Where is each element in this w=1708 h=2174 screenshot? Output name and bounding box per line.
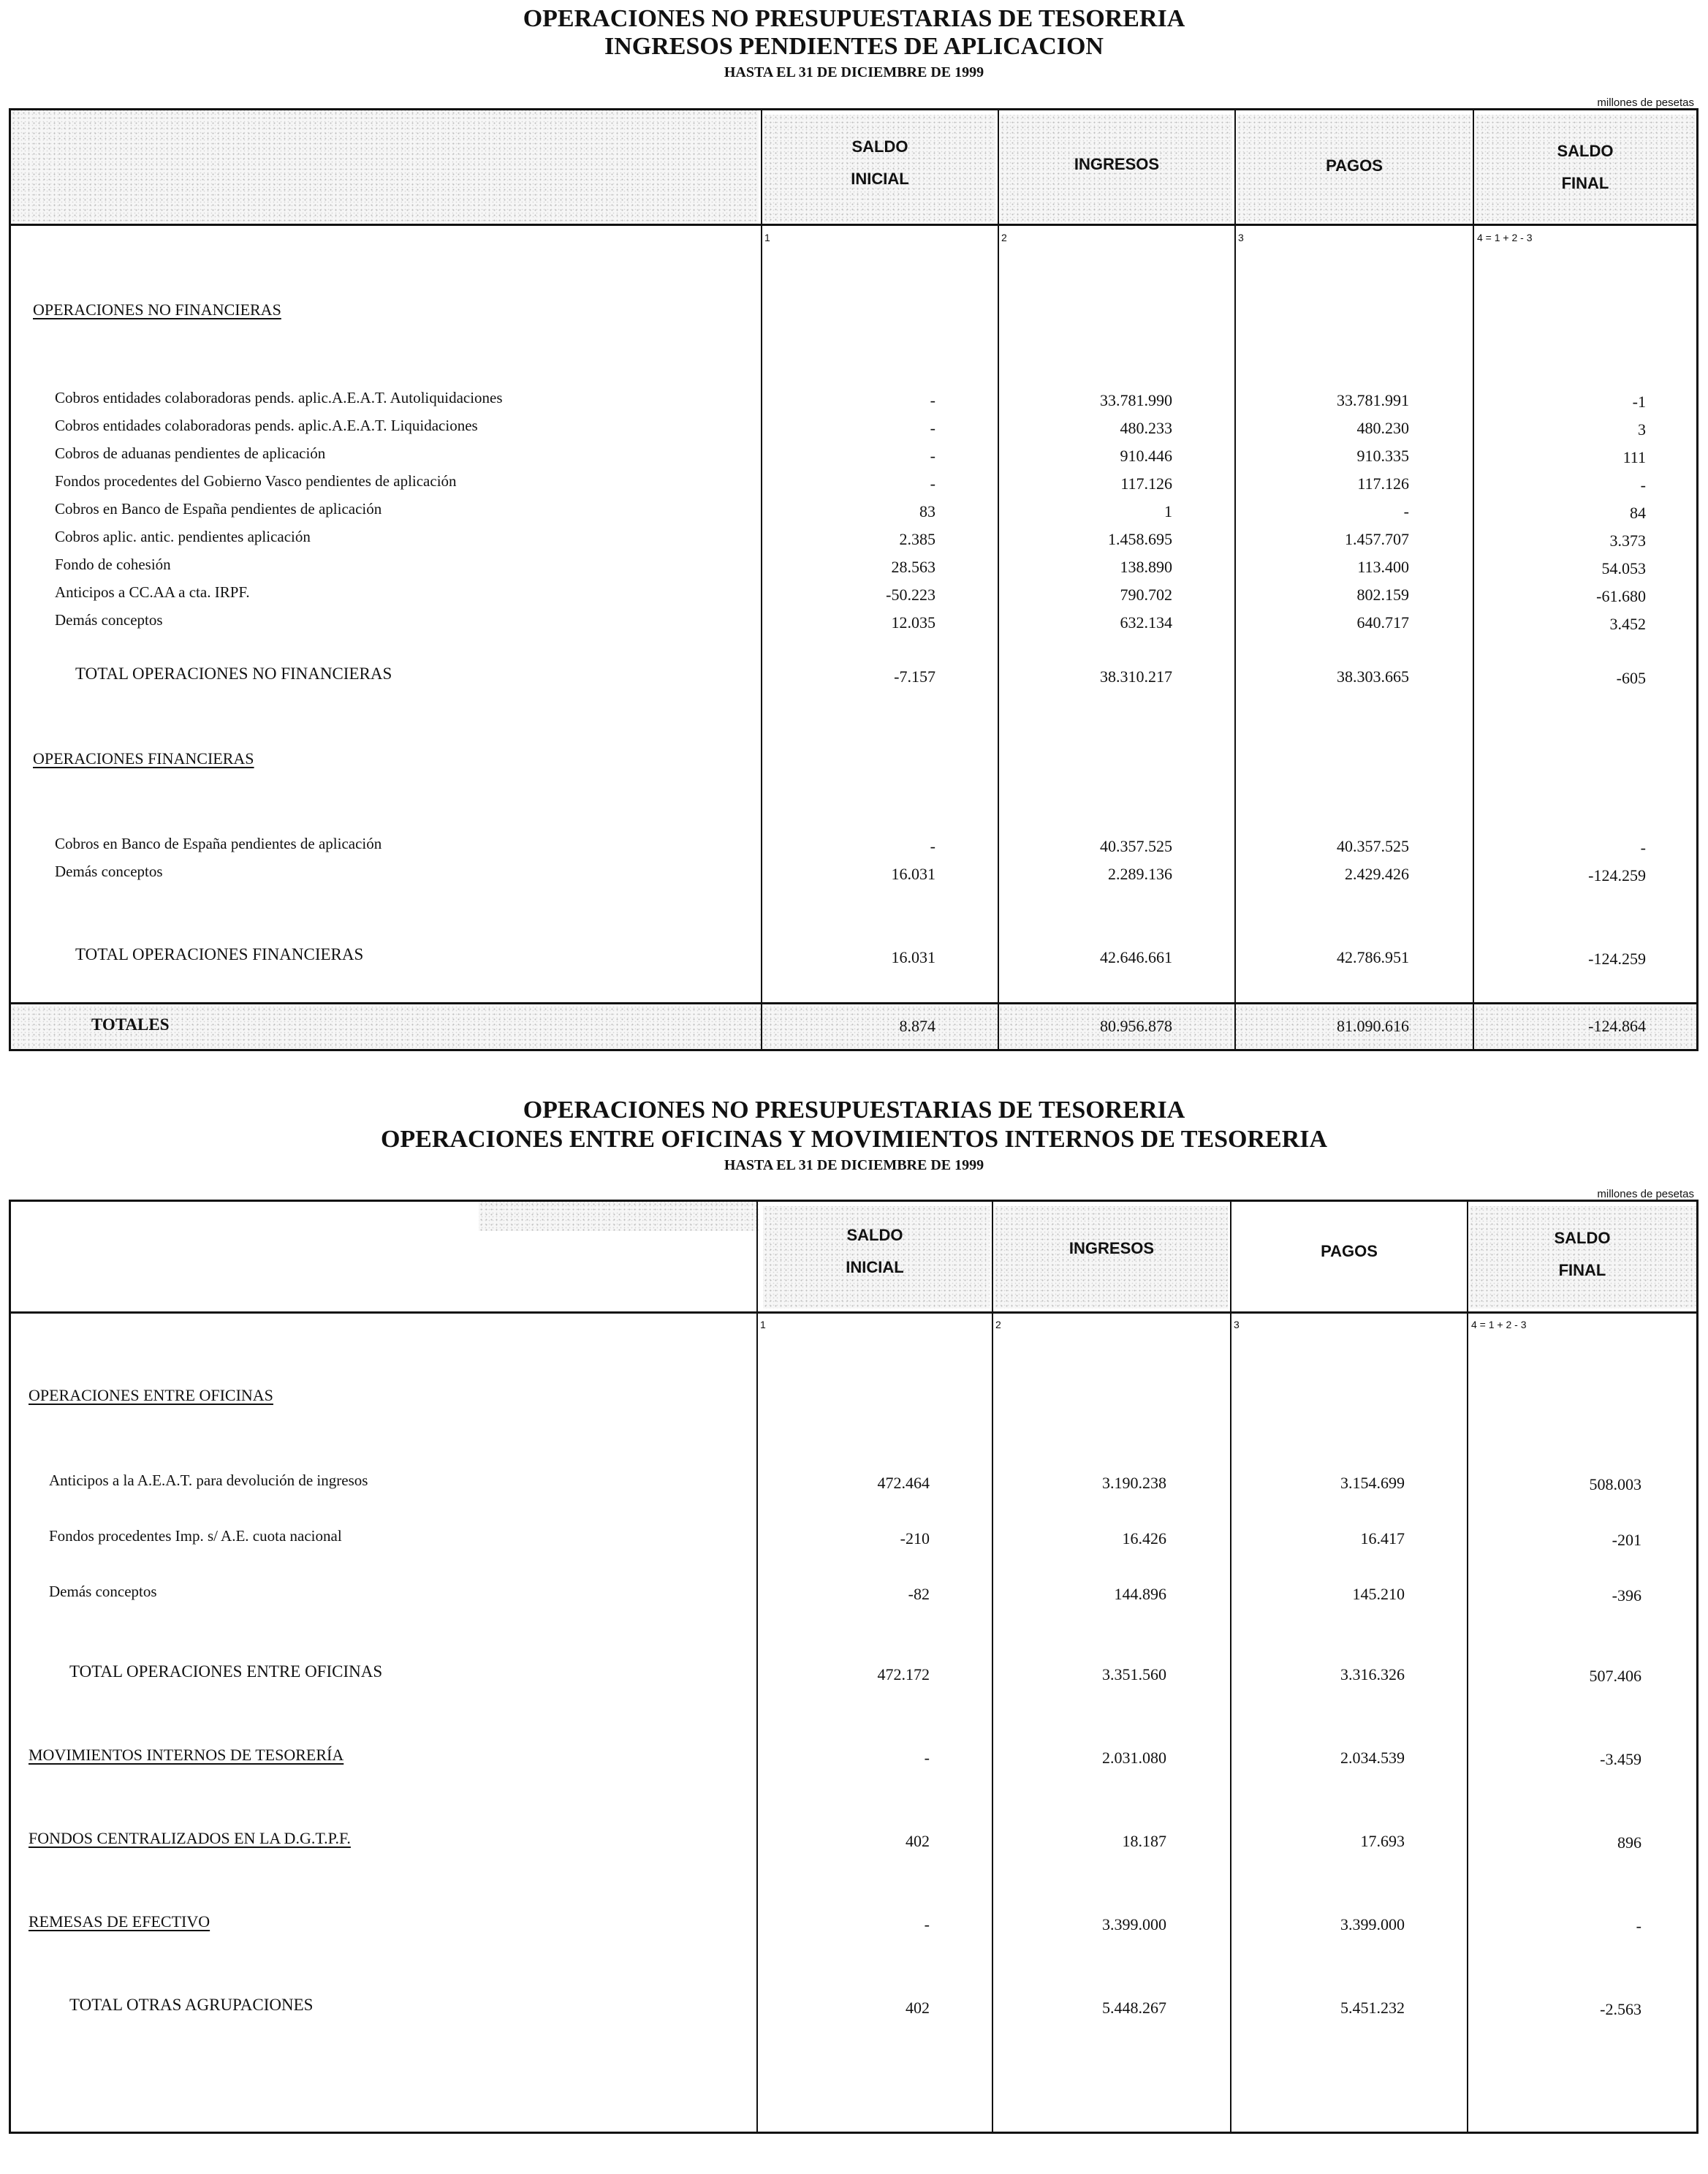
value-pagos: 81.090.616 — [1337, 1017, 1409, 1035]
column-number: 1 — [764, 232, 770, 243]
row-label: Demás conceptos — [55, 611, 163, 629]
header-divider — [11, 1311, 1696, 1314]
value-pagos: 42.786.951 — [1337, 948, 1409, 966]
table1-title-2: INGRESOS PENDIENTES DE APLICACION — [604, 33, 1104, 60]
value-ingresos: 3.399.000 — [1102, 1915, 1166, 1934]
value-ingresos: 33.781.990 — [1100, 391, 1172, 409]
value-saldo-final: - — [1640, 838, 1646, 857]
table-row — [11, 581, 1696, 609]
row-label: Cobros entidades colaboradoras pends. aplic.A.E.A.T. Autoliquidaciones — [55, 389, 503, 406]
value-saldo-final: 111 — [1622, 448, 1646, 466]
value-saldo-inicial: 16.031 — [891, 865, 935, 883]
value-saldo-final: -61.680 — [1596, 587, 1646, 605]
value-ingresos: 1.458.695 — [1108, 530, 1172, 548]
value-saldo-inicial: 472.172 — [877, 1665, 930, 1683]
column-header-ingresos: INGRESOS — [1074, 155, 1160, 173]
row-label: Anticipos a CC.AA a cta. IRPF. — [55, 583, 250, 601]
value-ingresos: 40.357.525 — [1100, 837, 1172, 855]
value-ingresos: 18.187 — [1122, 1832, 1166, 1850]
value-saldo-inicial: 28.563 — [891, 558, 935, 576]
column-number: 2 — [995, 1319, 1001, 1330]
table1-subtitle: HASTA EL 31 DE DICIEMBRE DE 1999 — [724, 64, 984, 80]
column-header-ingresos: INGRESOS — [1069, 1239, 1155, 1257]
column-header-pagos: PAGOS — [1321, 1242, 1378, 1260]
column-number: 3 — [1234, 1319, 1240, 1330]
value-saldo-inicial: -50.223 — [886, 586, 935, 604]
value-saldo-inicial: - — [930, 837, 935, 855]
value-saldo-final: - — [1640, 476, 1646, 494]
value-saldo-final: 507.406 — [1589, 1667, 1641, 1685]
section-row — [11, 1744, 1696, 1772]
value-saldo-final: -3.459 — [1600, 1750, 1641, 1768]
row-label: TOTAL OTRAS AGRUPACIONES — [69, 1996, 314, 2014]
value-saldo-final: 3.452 — [1609, 615, 1646, 633]
value-ingresos: 138.890 — [1120, 558, 1172, 576]
row-label: Cobros de aduanas pendientes de aplicación — [55, 444, 326, 462]
value-saldo-final: 3 — [1638, 420, 1646, 439]
column-number: 1 — [760, 1319, 766, 1330]
section-row — [11, 1911, 1696, 1939]
value-saldo-final: 54.053 — [1601, 559, 1646, 577]
value-saldo-final: -124.259 — [1588, 866, 1646, 885]
section-row — [11, 1828, 1696, 1855]
value-saldo-inicial: -7.157 — [894, 667, 935, 686]
value-pagos: 2.429.426 — [1345, 865, 1409, 883]
row-label: TOTAL OPERACIONES NO FINANCIERAS — [75, 664, 392, 683]
value-pagos: 113.400 — [1357, 558, 1409, 576]
row-label: Demás conceptos — [55, 863, 163, 880]
value-saldo-inicial: 402 — [906, 1999, 930, 2017]
value-ingresos: 42.646.661 — [1100, 948, 1172, 966]
value-pagos: 3.316.326 — [1340, 1665, 1405, 1683]
totals-row — [11, 1011, 1696, 1039]
table-row — [11, 553, 1696, 581]
table-row — [11, 442, 1696, 470]
value-saldo-inicial: - — [930, 419, 935, 437]
value-pagos: - — [1403, 502, 1409, 520]
row-label: Cobros en Banco de España pendientes de aplicación — [55, 835, 382, 852]
subtotal-row — [11, 1661, 1696, 1689]
table-row — [11, 833, 1696, 860]
column-header-saldo-inicial: SALDO INICIAL — [846, 1226, 904, 1276]
value-saldo-inicial: 12.035 — [891, 613, 935, 632]
value-pagos: 802.159 — [1356, 586, 1409, 604]
value-saldo-inicial: - — [930, 391, 935, 409]
section-row — [11, 1385, 1696, 1412]
value-ingresos: 632.134 — [1120, 613, 1172, 632]
value-pagos: 5.451.232 — [1340, 1999, 1405, 2017]
value-pagos: 1.457.707 — [1345, 530, 1409, 548]
table2-frame — [9, 1200, 1698, 2134]
value-ingresos: 2.289.136 — [1108, 865, 1172, 883]
row-label: Fondos procedentes del Gobierno Vasco pendientes de aplicación — [55, 472, 457, 490]
column-header-saldo-inicial: SALDO INICIAL — [851, 137, 909, 188]
value-saldo-inicial: 16.031 — [891, 948, 935, 966]
table-row — [11, 526, 1696, 553]
column-header-pagos: PAGOS — [1326, 156, 1383, 175]
subtotal-row — [11, 944, 1696, 972]
value-ingresos: 80.956.878 — [1100, 1017, 1172, 1035]
value-saldo-inicial: -210 — [900, 1529, 930, 1548]
row-label: Cobros aplic. antic. pendientes aplicación — [55, 528, 311, 545]
value-ingresos: 3.190.238 — [1102, 1474, 1166, 1492]
table-row — [11, 387, 1696, 414]
value-saldo-inicial: 472.464 — [877, 1474, 930, 1492]
value-saldo-final: 508.003 — [1589, 1475, 1641, 1493]
row-label: Cobros entidades colaboradoras pends. aplic.A.E.A.T. Liquidaciones — [55, 417, 478, 434]
value-saldo-inicial: - — [924, 1915, 930, 1934]
row-label: Fondos procedentes Imp. s/ A.E. cuota nacional — [49, 1527, 342, 1545]
table2-title-2: OPERACIONES ENTRE OFICINAS Y MOVIMIENTOS INTERNOS DE TESORERIA — [380, 1126, 1328, 1153]
value-saldo-final: -124.864 — [1588, 1017, 1646, 1035]
header-shading — [11, 110, 759, 226]
value-pagos: 480.230 — [1356, 419, 1409, 437]
table1-frame — [9, 108, 1698, 1051]
value-pagos: 16.417 — [1360, 1529, 1405, 1548]
value-saldo-final: - — [1636, 1917, 1641, 1935]
value-ingresos: 480.233 — [1120, 419, 1172, 437]
value-pagos: 3.399.000 — [1340, 1915, 1405, 1934]
column-number: 2 — [1001, 232, 1007, 243]
value-ingresos: 144.896 — [1114, 1585, 1166, 1603]
value-saldo-final: 84 — [1630, 504, 1646, 522]
value-saldo-final: 896 — [1617, 1833, 1641, 1852]
row-label: OPERACIONES NO FINANCIERAS — [33, 300, 281, 319]
value-saldo-final: -2.563 — [1600, 2000, 1641, 2018]
value-pagos: 640.717 — [1356, 613, 1409, 632]
value-pagos: 40.357.525 — [1337, 837, 1409, 855]
value-pagos: 17.693 — [1360, 1832, 1405, 1850]
table-row — [11, 470, 1696, 498]
row-label: OPERACIONES FINANCIERAS — [33, 749, 254, 768]
subtotal-row — [11, 1994, 1696, 2022]
value-ingresos: 117.126 — [1120, 474, 1172, 493]
value-ingresos: 1 — [1164, 502, 1172, 520]
table-row — [11, 1525, 1696, 1553]
row-label: TOTALES — [91, 1015, 170, 1034]
column-header-saldo-final: SALDO FINAL — [1557, 142, 1614, 192]
value-ingresos: 5.448.267 — [1102, 1999, 1166, 2017]
value-ingresos: 3.351.560 — [1102, 1665, 1166, 1683]
value-saldo-final: -605 — [1616, 669, 1646, 687]
table-row — [11, 609, 1696, 637]
value-saldo-final: -396 — [1612, 1586, 1641, 1605]
value-saldo-inicial: - — [930, 474, 935, 493]
value-pagos: 3.154.699 — [1340, 1474, 1405, 1492]
row-label: Cobros en Banco de España pendientes de aplicación — [55, 500, 382, 518]
row-label: Anticipos a la A.E.A.T. para devolución de ingresos — [49, 1472, 368, 1489]
column-header-saldo-final: SALDO FINAL — [1554, 1229, 1611, 1279]
table-row — [11, 414, 1696, 442]
value-pagos: 145.210 — [1352, 1585, 1405, 1603]
table-row — [11, 1580, 1696, 1608]
row-label: OPERACIONES ENTRE OFICINAS — [29, 1386, 273, 1404]
value-pagos: 38.303.665 — [1337, 667, 1409, 686]
value-saldo-inicial: -82 — [908, 1585, 930, 1603]
header-shading — [479, 1202, 759, 1231]
value-saldo-final: 3.373 — [1609, 531, 1646, 550]
value-pagos: 33.781.991 — [1337, 391, 1409, 409]
row-label: REMESAS DE EFECTIVO — [29, 1912, 210, 1931]
value-saldo-final: -201 — [1612, 1531, 1641, 1549]
column-number: 3 — [1238, 232, 1244, 243]
value-saldo-inicial: 402 — [906, 1832, 930, 1850]
subtotal-row — [11, 663, 1696, 691]
value-saldo-inicial: 83 — [919, 502, 935, 520]
row-label: MOVIMIENTOS INTERNOS DE TESORERÍA — [29, 1746, 344, 1764]
value-ingresos: 16.426 — [1122, 1529, 1166, 1548]
value-saldo-inicial: - — [930, 447, 935, 465]
value-saldo-inicial: - — [924, 1749, 930, 1767]
value-pagos: 2.034.539 — [1340, 1749, 1405, 1767]
totals-divider — [11, 1002, 1696, 1004]
value-saldo-final: -1 — [1632, 393, 1646, 411]
value-saldo-inicial: 2.385 — [899, 530, 935, 548]
header-divider — [11, 224, 1696, 226]
table2-units: millones de pesetas — [1597, 1188, 1694, 1200]
table2-title-1: OPERACIONES NO PRESUPUESTARIAS DE TESORERIA — [523, 1097, 1185, 1124]
value-saldo-final: -124.259 — [1588, 950, 1646, 968]
section-row — [11, 748, 1696, 776]
section-row — [11, 299, 1696, 327]
table-row — [11, 1469, 1696, 1497]
row-label: Demás conceptos — [49, 1583, 157, 1600]
row-label: FONDOS CENTRALIZADOS EN LA D.G.T.P.F. — [29, 1829, 351, 1847]
value-ingresos: 38.310.217 — [1100, 667, 1172, 686]
column-number: 4 = 1 + 2 - 3 — [1477, 232, 1533, 243]
row-label: TOTAL OPERACIONES ENTRE OFICINAS — [69, 1662, 383, 1681]
table1-title-1: OPERACIONES NO PRESUPUESTARIAS DE TESORERIA — [523, 5, 1185, 32]
value-ingresos: 790.702 — [1120, 586, 1172, 604]
value-saldo-inicial: 8.874 — [899, 1017, 935, 1035]
value-pagos: 117.126 — [1357, 474, 1409, 493]
table-row — [11, 860, 1696, 888]
row-label: TOTAL OPERACIONES FINANCIERAS — [75, 945, 364, 963]
column-number: 4 = 1 + 2 - 3 — [1471, 1319, 1527, 1330]
table2-subtitle: HASTA EL 31 DE DICIEMBRE DE 1999 — [724, 1157, 984, 1173]
value-pagos: 910.335 — [1356, 447, 1409, 465]
row-label: Fondo de cohesión — [55, 556, 171, 573]
value-ingresos: 910.446 — [1120, 447, 1172, 465]
value-ingresos: 2.031.080 — [1102, 1749, 1166, 1767]
table-row — [11, 498, 1696, 526]
table1-units: millones de pesetas — [1597, 96, 1694, 109]
